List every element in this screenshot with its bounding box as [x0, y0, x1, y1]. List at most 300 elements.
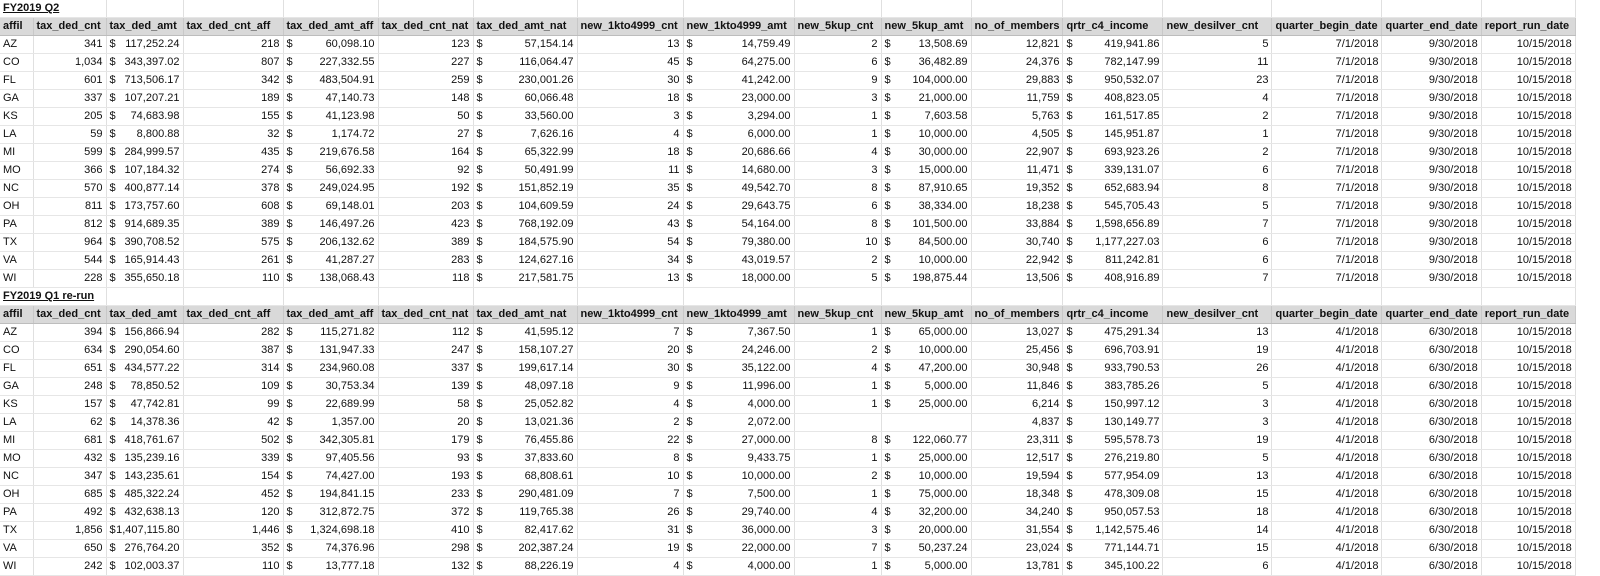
- cell-tax-ded-amt[interactable]: [106, 342, 183, 360]
- cell-tax-ded-cnt-aff[interactable]: 32: [183, 126, 283, 144]
- cell-new-1kto4999-cnt[interactable]: 8: [577, 450, 683, 468]
- cell-tax-ded-cnt-nat[interactable]: 27: [378, 126, 473, 144]
- cell-quarter-begin-date[interactable]: 7/1/2018: [1272, 198, 1382, 216]
- cell-new-1kto4999-amt[interactable]: [683, 54, 794, 72]
- column-header-no-of-members[interactable]: no_of_members: [971, 306, 1063, 324]
- cell-new-1kto4999-amt[interactable]: [683, 396, 794, 414]
- cell-quarter-end-date[interactable]: 6/30/2018: [1382, 540, 1481, 558]
- cell-tax-ded-cnt[interactable]: 347: [33, 468, 106, 486]
- cell-tax-ded-cnt[interactable]: 681: [33, 432, 106, 450]
- cell-qrtr-c4-income[interactable]: [1063, 360, 1163, 378]
- cell-new-1kto4999-cnt[interactable]: 18: [577, 144, 683, 162]
- column-header-report-run-date[interactable]: report_run_date: [1481, 18, 1575, 36]
- cell-quarter-end-date[interactable]: 9/30/2018: [1382, 216, 1481, 234]
- cell-new-5kup-cnt[interactable]: 3: [794, 90, 881, 108]
- cell-new-5kup-amt[interactable]: [881, 540, 971, 558]
- column-header-report-run-date[interactable]: report_run_date: [1481, 306, 1575, 324]
- cell-new-1kto4999-amt[interactable]: [683, 468, 794, 486]
- cell-tax-ded-cnt-aff[interactable]: 261: [183, 252, 283, 270]
- cell-tax-ded-amt-nat[interactable]: [473, 270, 577, 288]
- cell-tax-ded-cnt[interactable]: 599: [33, 144, 106, 162]
- cell-tax-ded-cnt-nat[interactable]: 192: [378, 180, 473, 198]
- cell-new-desilver-cnt[interactable]: 19: [1163, 432, 1272, 450]
- cell-tax-ded-cnt-nat[interactable]: 132: [378, 558, 473, 576]
- cell-tax-ded-amt[interactable]: [106, 450, 183, 468]
- cell-tax-ded-amt-aff[interactable]: [283, 216, 378, 234]
- cell-no-of-members[interactable]: 11,846: [971, 378, 1063, 396]
- cell-new-desilver-cnt[interactable]: 5: [1163, 378, 1272, 396]
- cell-report-run-date[interactable]: 10/15/2018: [1481, 504, 1575, 522]
- cell-new-5kup-cnt[interactable]: 7: [794, 540, 881, 558]
- cell-quarter-begin-date[interactable]: 4/1/2018: [1272, 324, 1382, 342]
- cell-new-1kto4999-cnt[interactable]: 4: [577, 558, 683, 576]
- cell-quarter-end-date[interactable]: 6/30/2018: [1382, 468, 1481, 486]
- cell-tax-ded-amt-nat[interactable]: [473, 396, 577, 414]
- cell-tax-ded-cnt[interactable]: 157: [33, 396, 106, 414]
- cell-quarter-begin-date[interactable]: 4/1/2018: [1272, 522, 1382, 540]
- cell-tax-ded-cnt-aff[interactable]: 352: [183, 540, 283, 558]
- cell-new-5kup-amt[interactable]: [881, 72, 971, 90]
- cell-new-desilver-cnt[interactable]: 3: [1163, 396, 1272, 414]
- cell-affil[interactable]: OH: [0, 486, 33, 504]
- cell-no-of-members[interactable]: 13,027: [971, 324, 1063, 342]
- cell-tax-ded-amt-aff[interactable]: [283, 198, 378, 216]
- empty-cell[interactable]: [378, 0, 473, 18]
- cell-tax-ded-cnt-nat[interactable]: 93: [378, 450, 473, 468]
- section-title-cell[interactable]: FY2019 Q1 re-run: [0, 288, 106, 306]
- cell-new-1kto4999-amt[interactable]: [683, 216, 794, 234]
- cell-no-of-members[interactable]: 22,907: [971, 144, 1063, 162]
- cell-new-desilver-cnt[interactable]: 8: [1163, 180, 1272, 198]
- cell-quarter-begin-date[interactable]: 7/1/2018: [1272, 144, 1382, 162]
- cell-qrtr-c4-income[interactable]: [1063, 378, 1163, 396]
- column-header-tax-ded-cnt[interactable]: tax_ded_cnt: [33, 18, 106, 36]
- cell-new-5kup-cnt[interactable]: [794, 414, 881, 432]
- cell-new-desilver-cnt[interactable]: 14: [1163, 522, 1272, 540]
- cell-new-1kto4999-amt[interactable]: [683, 144, 794, 162]
- cell-tax-ded-amt-nat[interactable]: [473, 450, 577, 468]
- cell-new-1kto4999-amt[interactable]: [683, 324, 794, 342]
- cell-new-desilver-cnt[interactable]: 18: [1163, 504, 1272, 522]
- empty-cell[interactable]: [183, 288, 283, 306]
- cell-tax-ded-amt-nat[interactable]: [473, 558, 577, 576]
- cell-tax-ded-amt-aff[interactable]: [283, 342, 378, 360]
- cell-affil[interactable]: TX: [0, 234, 33, 252]
- cell-new-5kup-amt[interactable]: [881, 90, 971, 108]
- cell-tax-ded-amt-nat[interactable]: [473, 216, 577, 234]
- cell-tax-ded-cnt[interactable]: 394: [33, 324, 106, 342]
- cell-new-5kup-amt[interactable]: [881, 324, 971, 342]
- cell-affil[interactable]: FL: [0, 72, 33, 90]
- cell-qrtr-c4-income[interactable]: [1063, 234, 1163, 252]
- cell-quarter-end-date[interactable]: 9/30/2018: [1382, 144, 1481, 162]
- cell-tax-ded-amt-nat[interactable]: [473, 234, 577, 252]
- cell-new-5kup-amt[interactable]: [881, 162, 971, 180]
- cell-new-5kup-cnt[interactable]: 6: [794, 54, 881, 72]
- cell-new-5kup-amt[interactable]: [881, 486, 971, 504]
- cell-quarter-begin-date[interactable]: 7/1/2018: [1272, 270, 1382, 288]
- column-header-new-1kto4999-cnt[interactable]: new_1kto4999_cnt: [577, 306, 683, 324]
- cell-quarter-end-date[interactable]: 9/30/2018: [1382, 90, 1481, 108]
- cell-tax-ded-amt-aff[interactable]: [283, 162, 378, 180]
- empty-cell[interactable]: [283, 288, 378, 306]
- empty-cell[interactable]: [683, 288, 794, 306]
- cell-new-1kto4999-amt[interactable]: [683, 450, 794, 468]
- empty-cell[interactable]: [577, 0, 683, 18]
- column-header-new-5kup-cnt[interactable]: new_5kup_cnt: [794, 306, 881, 324]
- cell-tax-ded-cnt-aff[interactable]: 807: [183, 54, 283, 72]
- cell-new-desilver-cnt[interactable]: 5: [1163, 450, 1272, 468]
- cell-new-5kup-amt[interactable]: [881, 144, 971, 162]
- column-header-affil[interactable]: affil: [0, 306, 33, 324]
- cell-tax-ded-cnt[interactable]: 242: [33, 558, 106, 576]
- cell-quarter-end-date[interactable]: 9/30/2018: [1382, 270, 1481, 288]
- cell-tax-ded-cnt-nat[interactable]: 298: [378, 540, 473, 558]
- cell-new-1kto4999-cnt[interactable]: 31: [577, 522, 683, 540]
- cell-tax-ded-amt-aff[interactable]: [283, 324, 378, 342]
- cell-report-run-date[interactable]: 10/15/2018: [1481, 270, 1575, 288]
- cell-quarter-end-date[interactable]: 6/30/2018: [1382, 396, 1481, 414]
- column-header-tax-ded-amt-aff[interactable]: tax_ded_amt_aff: [283, 18, 378, 36]
- column-header-tax-ded-amt-nat[interactable]: tax_ded_amt_nat: [473, 18, 577, 36]
- empty-cell[interactable]: [881, 288, 971, 306]
- cell-no-of-members[interactable]: 5,763: [971, 108, 1063, 126]
- cell-quarter-end-date[interactable]: 9/30/2018: [1382, 162, 1481, 180]
- column-header-new-5kup-amt[interactable]: new_5kup_amt: [881, 18, 971, 36]
- cell-new-1kto4999-amt[interactable]: [683, 72, 794, 90]
- column-header-qrtr-c4-income[interactable]: qrtr_c4_income: [1063, 306, 1163, 324]
- cell-quarter-end-date[interactable]: 9/30/2018: [1382, 180, 1481, 198]
- column-header-new-5kup-cnt[interactable]: new_5kup_cnt: [794, 18, 881, 36]
- cell-new-5kup-cnt[interactable]: 2: [794, 252, 881, 270]
- cell-report-run-date[interactable]: 10/15/2018: [1481, 108, 1575, 126]
- cell-report-run-date[interactable]: 10/15/2018: [1481, 72, 1575, 90]
- cell-affil[interactable]: GA: [0, 378, 33, 396]
- cell-tax-ded-amt-nat[interactable]: [473, 108, 577, 126]
- cell-qrtr-c4-income[interactable]: [1063, 486, 1163, 504]
- cell-qrtr-c4-income[interactable]: [1063, 36, 1163, 54]
- cell-tax-ded-amt-nat[interactable]: [473, 162, 577, 180]
- cell-tax-ded-cnt[interactable]: 228: [33, 270, 106, 288]
- cell-report-run-date[interactable]: 10/15/2018: [1481, 252, 1575, 270]
- cell-tax-ded-amt-aff[interactable]: [283, 522, 378, 540]
- cell-qrtr-c4-income[interactable]: [1063, 126, 1163, 144]
- cell-tax-ded-amt-aff[interactable]: [283, 378, 378, 396]
- cell-qrtr-c4-income[interactable]: [1063, 468, 1163, 486]
- cell-tax-ded-cnt-aff[interactable]: 575: [183, 234, 283, 252]
- cell-new-1kto4999-cnt[interactable]: 4: [577, 396, 683, 414]
- cell-quarter-end-date[interactable]: 9/30/2018: [1382, 54, 1481, 72]
- cell-tax-ded-cnt-nat[interactable]: 179: [378, 432, 473, 450]
- cell-tax-ded-amt-aff[interactable]: [283, 486, 378, 504]
- cell-qrtr-c4-income[interactable]: [1063, 414, 1163, 432]
- cell-tax-ded-amt-aff[interactable]: [283, 126, 378, 144]
- cell-new-1kto4999-cnt[interactable]: 22: [577, 432, 683, 450]
- cell-quarter-begin-date[interactable]: 7/1/2018: [1272, 216, 1382, 234]
- cell-tax-ded-amt-nat[interactable]: [473, 360, 577, 378]
- cell-new-1kto4999-cnt[interactable]: 9: [577, 378, 683, 396]
- cell-affil[interactable]: NC: [0, 468, 33, 486]
- cell-quarter-begin-date[interactable]: 4/1/2018: [1272, 468, 1382, 486]
- cell-tax-ded-amt-nat[interactable]: [473, 126, 577, 144]
- cell-quarter-begin-date[interactable]: 4/1/2018: [1272, 558, 1382, 576]
- cell-tax-ded-amt-nat[interactable]: [473, 252, 577, 270]
- empty-cell[interactable]: [473, 0, 577, 18]
- cell-no-of-members[interactable]: 11,759: [971, 90, 1063, 108]
- cell-no-of-members[interactable]: 4,505: [971, 126, 1063, 144]
- cell-tax-ded-amt[interactable]: [106, 378, 183, 396]
- cell-no-of-members[interactable]: 4,837: [971, 414, 1063, 432]
- cell-new-5kup-cnt[interactable]: 3: [794, 162, 881, 180]
- cell-new-5kup-cnt[interactable]: 1: [794, 486, 881, 504]
- cell-no-of-members[interactable]: 29,883: [971, 72, 1063, 90]
- cell-tax-ded-amt[interactable]: [106, 126, 183, 144]
- empty-cell[interactable]: [1163, 0, 1272, 18]
- cell-no-of-members[interactable]: 24,376: [971, 54, 1063, 72]
- cell-tax-ded-amt[interactable]: [106, 108, 183, 126]
- cell-tax-ded-amt[interactable]: [106, 54, 183, 72]
- cell-tax-ded-cnt-nat[interactable]: 92: [378, 162, 473, 180]
- column-header-tax-ded-amt[interactable]: tax_ded_amt: [106, 306, 183, 324]
- cell-tax-ded-cnt-nat[interactable]: 283: [378, 252, 473, 270]
- cell-new-5kup-amt[interactable]: [881, 180, 971, 198]
- cell-quarter-end-date[interactable]: 6/30/2018: [1382, 504, 1481, 522]
- empty-cell[interactable]: [794, 288, 881, 306]
- cell-affil[interactable]: PA: [0, 216, 33, 234]
- cell-new-1kto4999-amt[interactable]: [683, 432, 794, 450]
- cell-new-1kto4999-cnt[interactable]: 26: [577, 504, 683, 522]
- cell-new-1kto4999-amt[interactable]: [683, 198, 794, 216]
- cell-new-1kto4999-cnt[interactable]: 7: [577, 486, 683, 504]
- cell-new-1kto4999-cnt[interactable]: 24: [577, 198, 683, 216]
- cell-tax-ded-amt[interactable]: [106, 468, 183, 486]
- empty-cell[interactable]: [1272, 0, 1382, 18]
- cell-quarter-end-date[interactable]: 6/30/2018: [1382, 414, 1481, 432]
- cell-tax-ded-cnt-nat[interactable]: 389: [378, 234, 473, 252]
- column-header-new-desilver-cnt[interactable]: new_desilver_cnt: [1163, 306, 1272, 324]
- cell-new-5kup-amt[interactable]: [881, 432, 971, 450]
- cell-tax-ded-amt[interactable]: [106, 90, 183, 108]
- cell-quarter-end-date[interactable]: 6/30/2018: [1382, 342, 1481, 360]
- cell-tax-ded-cnt-aff[interactable]: 110: [183, 270, 283, 288]
- cell-new-1kto4999-amt[interactable]: [683, 162, 794, 180]
- cell-report-run-date[interactable]: 10/15/2018: [1481, 558, 1575, 576]
- column-header-tax-ded-amt-nat[interactable]: tax_ded_amt_nat: [473, 306, 577, 324]
- cell-tax-ded-cnt-aff[interactable]: 378: [183, 180, 283, 198]
- cell-new-desilver-cnt[interactable]: 15: [1163, 486, 1272, 504]
- cell-tax-ded-amt[interactable]: [106, 216, 183, 234]
- cell-tax-ded-cnt-aff[interactable]: 339: [183, 450, 283, 468]
- cell-report-run-date[interactable]: 10/15/2018: [1481, 396, 1575, 414]
- cell-no-of-members[interactable]: 13,781: [971, 558, 1063, 576]
- cell-tax-ded-amt-aff[interactable]: [283, 72, 378, 90]
- cell-tax-ded-amt-nat[interactable]: [473, 90, 577, 108]
- empty-cell[interactable]: [1382, 0, 1481, 18]
- cell-new-desilver-cnt[interactable]: 7: [1163, 216, 1272, 234]
- column-header-tax-ded-cnt-aff[interactable]: tax_ded_cnt_aff: [183, 306, 283, 324]
- cell-quarter-end-date[interactable]: 9/30/2018: [1382, 198, 1481, 216]
- cell-new-5kup-cnt[interactable]: 4: [794, 504, 881, 522]
- empty-cell[interactable]: [283, 0, 378, 18]
- column-header-qrtr-c4-income[interactable]: qrtr_c4_income: [1063, 18, 1163, 36]
- cell-new-5kup-amt[interactable]: [881, 342, 971, 360]
- cell-new-1kto4999-cnt[interactable]: 30: [577, 360, 683, 378]
- cell-report-run-date[interactable]: 10/15/2018: [1481, 126, 1575, 144]
- cell-new-5kup-amt[interactable]: [881, 198, 971, 216]
- cell-no-of-members[interactable]: 22,942: [971, 252, 1063, 270]
- cell-tax-ded-cnt-aff[interactable]: 452: [183, 486, 283, 504]
- cell-new-desilver-cnt[interactable]: 26: [1163, 360, 1272, 378]
- cell-new-1kto4999-cnt[interactable]: 34: [577, 252, 683, 270]
- cell-tax-ded-amt[interactable]: [106, 180, 183, 198]
- cell-new-5kup-cnt[interactable]: 5: [794, 270, 881, 288]
- cell-tax-ded-amt-aff[interactable]: [283, 90, 378, 108]
- cell-quarter-begin-date[interactable]: 7/1/2018: [1272, 108, 1382, 126]
- cell-new-1kto4999-amt[interactable]: [683, 342, 794, 360]
- empty-cell[interactable]: [1382, 288, 1481, 306]
- cell-no-of-members[interactable]: 12,821: [971, 36, 1063, 54]
- empty-cell[interactable]: [1163, 288, 1272, 306]
- cell-report-run-date[interactable]: 10/15/2018: [1481, 468, 1575, 486]
- cell-new-5kup-cnt[interactable]: 2: [794, 342, 881, 360]
- cell-report-run-date[interactable]: 10/15/2018: [1481, 450, 1575, 468]
- cell-quarter-begin-date[interactable]: 4/1/2018: [1272, 432, 1382, 450]
- empty-cell[interactable]: [1272, 288, 1382, 306]
- cell-new-5kup-amt[interactable]: [881, 450, 971, 468]
- cell-tax-ded-cnt[interactable]: 964: [33, 234, 106, 252]
- cell-tax-ded-cnt[interactable]: 601: [33, 72, 106, 90]
- column-header-tax-ded-amt-aff[interactable]: tax_ded_amt_aff: [283, 306, 378, 324]
- cell-new-5kup-amt[interactable]: [881, 216, 971, 234]
- column-header-new-1kto4999-amt[interactable]: new_1kto4999_amt: [683, 18, 794, 36]
- cell-tax-ded-amt[interactable]: [106, 324, 183, 342]
- cell-quarter-end-date[interactable]: 9/30/2018: [1382, 126, 1481, 144]
- cell-new-desilver-cnt[interactable]: 6: [1163, 558, 1272, 576]
- cell-report-run-date[interactable]: 10/15/2018: [1481, 54, 1575, 72]
- cell-no-of-members[interactable]: 11,471: [971, 162, 1063, 180]
- cell-new-5kup-cnt[interactable]: 1: [794, 378, 881, 396]
- cell-tax-ded-cnt[interactable]: 59: [33, 126, 106, 144]
- cell-affil[interactable]: GA: [0, 90, 33, 108]
- cell-qrtr-c4-income[interactable]: [1063, 144, 1163, 162]
- cell-new-desilver-cnt[interactable]: 15: [1163, 540, 1272, 558]
- cell-tax-ded-amt-nat[interactable]: [473, 72, 577, 90]
- cell-new-1kto4999-cnt[interactable]: 10: [577, 468, 683, 486]
- cell-tax-ded-cnt-aff[interactable]: 274: [183, 162, 283, 180]
- column-header-affil[interactable]: affil: [0, 18, 33, 36]
- cell-new-desilver-cnt[interactable]: 6: [1163, 234, 1272, 252]
- cell-quarter-end-date[interactable]: 6/30/2018: [1382, 486, 1481, 504]
- cell-quarter-begin-date[interactable]: 7/1/2018: [1272, 180, 1382, 198]
- cell-affil[interactable]: TX: [0, 522, 33, 540]
- column-header-tax-ded-cnt-nat[interactable]: tax_ded_cnt_nat: [378, 306, 473, 324]
- cell-affil[interactable]: VA: [0, 252, 33, 270]
- cell-tax-ded-amt-aff[interactable]: [283, 396, 378, 414]
- empty-cell[interactable]: [1063, 288, 1163, 306]
- cell-tax-ded-cnt-aff[interactable]: 314: [183, 360, 283, 378]
- cell-qrtr-c4-income[interactable]: [1063, 252, 1163, 270]
- cell-quarter-begin-date[interactable]: 7/1/2018: [1272, 72, 1382, 90]
- cell-new-desilver-cnt[interactable]: 19: [1163, 342, 1272, 360]
- cell-affil[interactable]: OH: [0, 198, 33, 216]
- cell-affil[interactable]: WI: [0, 270, 33, 288]
- cell-new-1kto4999-amt[interactable]: [683, 522, 794, 540]
- cell-qrtr-c4-income[interactable]: [1063, 558, 1163, 576]
- cell-tax-ded-amt-aff[interactable]: [283, 432, 378, 450]
- cell-tax-ded-cnt[interactable]: 248: [33, 378, 106, 396]
- cell-new-desilver-cnt[interactable]: 13: [1163, 468, 1272, 486]
- cell-tax-ded-cnt-aff[interactable]: 155: [183, 108, 283, 126]
- cell-tax-ded-cnt-aff[interactable]: 218: [183, 36, 283, 54]
- cell-new-5kup-amt[interactable]: [881, 108, 971, 126]
- cell-quarter-begin-date[interactable]: 4/1/2018: [1272, 450, 1382, 468]
- column-header-tax-ded-cnt-aff[interactable]: tax_ded_cnt_aff: [183, 18, 283, 36]
- cell-new-1kto4999-cnt[interactable]: 13: [577, 36, 683, 54]
- cell-tax-ded-cnt[interactable]: 811: [33, 198, 106, 216]
- column-header-tax-ded-amt[interactable]: tax_ded_amt: [106, 18, 183, 36]
- cell-new-5kup-amt[interactable]: [881, 36, 971, 54]
- cell-tax-ded-amt-aff[interactable]: [283, 36, 378, 54]
- cell-affil[interactable]: WI: [0, 558, 33, 576]
- cell-tax-ded-cnt[interactable]: 341: [33, 36, 106, 54]
- cell-tax-ded-amt-aff[interactable]: [283, 450, 378, 468]
- cell-quarter-end-date[interactable]: 9/30/2018: [1382, 234, 1481, 252]
- column-header-quarter-end-date[interactable]: quarter_end_date: [1382, 18, 1481, 36]
- cell-tax-ded-cnt[interactable]: 650: [33, 540, 106, 558]
- cell-new-5kup-amt[interactable]: [881, 360, 971, 378]
- cell-new-desilver-cnt[interactable]: 3: [1163, 414, 1272, 432]
- empty-cell[interactable]: [971, 288, 1063, 306]
- cell-tax-ded-cnt-aff[interactable]: 389: [183, 216, 283, 234]
- cell-tax-ded-amt-nat[interactable]: [473, 540, 577, 558]
- cell-no-of-members[interactable]: 23,311: [971, 432, 1063, 450]
- cell-affil[interactable]: NC: [0, 180, 33, 198]
- cell-new-1kto4999-cnt[interactable]: 3: [577, 108, 683, 126]
- cell-new-desilver-cnt[interactable]: 2: [1163, 144, 1272, 162]
- cell-new-5kup-cnt[interactable]: 1: [794, 558, 881, 576]
- cell-report-run-date[interactable]: 10/15/2018: [1481, 414, 1575, 432]
- cell-tax-ded-amt-nat[interactable]: [473, 468, 577, 486]
- cell-new-1kto4999-amt[interactable]: [683, 558, 794, 576]
- cell-tax-ded-cnt-aff[interactable]: 435: [183, 144, 283, 162]
- empty-cell[interactable]: [1063, 0, 1163, 18]
- cell-report-run-date[interactable]: 10/15/2018: [1481, 432, 1575, 450]
- cell-tax-ded-cnt-aff[interactable]: 189: [183, 90, 283, 108]
- cell-new-1kto4999-amt[interactable]: [683, 234, 794, 252]
- cell-tax-ded-amt-nat[interactable]: [473, 342, 577, 360]
- column-header-no-of-members[interactable]: no_of_members: [971, 18, 1063, 36]
- cell-report-run-date[interactable]: 10/15/2018: [1481, 540, 1575, 558]
- cell-tax-ded-amt-nat[interactable]: [473, 504, 577, 522]
- cell-tax-ded-amt[interactable]: [106, 198, 183, 216]
- cell-qrtr-c4-income[interactable]: [1063, 396, 1163, 414]
- cell-tax-ded-amt[interactable]: [106, 360, 183, 378]
- cell-tax-ded-cnt[interactable]: 651: [33, 360, 106, 378]
- cell-new-1kto4999-amt[interactable]: [683, 504, 794, 522]
- cell-tax-ded-amt-aff[interactable]: [283, 558, 378, 576]
- cell-new-5kup-amt[interactable]: [881, 522, 971, 540]
- cell-new-5kup-amt[interactable]: [881, 396, 971, 414]
- cell-report-run-date[interactable]: 10/15/2018: [1481, 486, 1575, 504]
- cell-tax-ded-amt-aff[interactable]: [283, 414, 378, 432]
- cell-no-of-members[interactable]: 19,594: [971, 468, 1063, 486]
- cell-tax-ded-cnt-aff[interactable]: 387: [183, 342, 283, 360]
- cell-new-5kup-cnt[interactable]: 1: [794, 396, 881, 414]
- cell-qrtr-c4-income[interactable]: [1063, 90, 1163, 108]
- empty-cell[interactable]: [881, 0, 971, 18]
- cell-no-of-members[interactable]: 34,240: [971, 504, 1063, 522]
- cell-new-5kup-amt[interactable]: [881, 378, 971, 396]
